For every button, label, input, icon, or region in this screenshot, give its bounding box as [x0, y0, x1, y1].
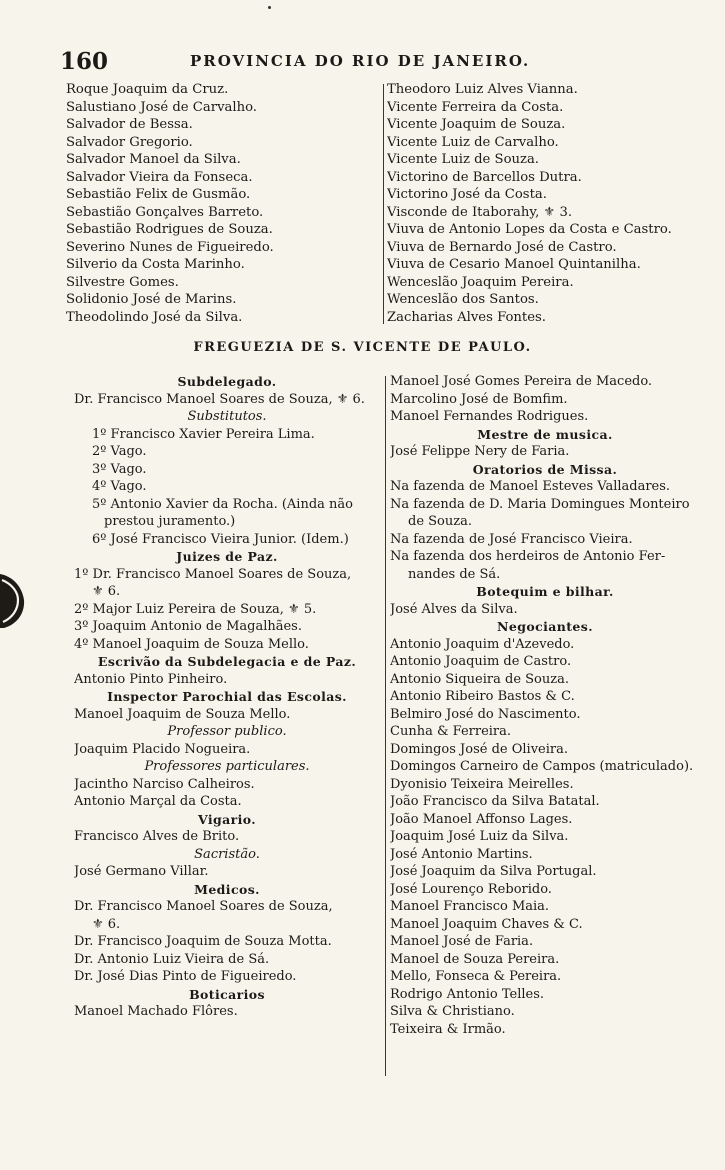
list-entry: Manoel Francisco Maia. — [390, 899, 550, 914]
parish-title: FREGUEZIA DE S. VICENTE DE PAULO. — [193, 340, 532, 355]
name-entry: Zacharias Alves Fontes. — [387, 309, 546, 325]
subheading: Professor publico. — [167, 724, 287, 739]
name-entry: Sebastião Gonçalves Barreto. — [66, 204, 264, 220]
list-entry: Antonio Pinto Pinheiro. — [74, 671, 228, 687]
list-entry: Teixeira & Irmão. — [390, 1021, 506, 1037]
page-number: 160 — [60, 48, 109, 75]
name-entry: Wenceslão dos Santos. — [387, 292, 539, 307]
list-entry: Antonio Joaquim de Castro. — [390, 654, 572, 669]
list-entry: Rodrigo Antonio Telles. — [390, 986, 545, 1002]
list-entry: 1º Dr. Francisco Manoel Soares de Souza, — [74, 566, 352, 582]
section-heading: Vigario. — [197, 811, 257, 827]
name-entry: Solidonio José de Marins. — [66, 292, 237, 307]
list-entry: José Felippe Nery de Faria. — [390, 444, 570, 459]
list-entry: José Germano Villar. — [74, 864, 209, 879]
list-entry: 3º Vago. — [92, 461, 147, 477]
list-entry: João Manoel Affonso Lages. — [390, 811, 573, 827]
list-entry: Na fazenda dos herdeiros de Antonio Fer- — [390, 549, 666, 564]
list-entry: Manoel Fernandes Rodrigues. — [390, 409, 589, 424]
section-heading: Oratorios de Missa. — [472, 461, 618, 477]
list-entry: Dr. José Dias Pinto de Figueiredo. — [74, 969, 297, 984]
list-entry: Manoel Machado Flôres. — [74, 1004, 238, 1019]
list-entry: Dyonisio Teixeira Meirelles. — [390, 776, 574, 792]
list-entry: Joaquim Placido Nogueira. — [74, 741, 251, 757]
name-entry: Salvador Manoel da Silva. — [66, 152, 241, 167]
list-entry: 2º Vago. — [92, 444, 147, 459]
name-entry: Sebastião Felix de Gusmão. — [66, 187, 251, 202]
list-entry: 1º Francisco Xavier Pereira Lima. — [92, 426, 315, 442]
list-entry: Marcolino José de Bomfim. — [390, 391, 568, 407]
list-entry: Joaquim José Luiz da Silva. — [390, 829, 569, 844]
list-entry: Na fazenda de D. Maria Domingues Monteiro — [390, 496, 690, 512]
list-entry: Na fazenda de Manoel Esteves Valladares. — [390, 479, 671, 494]
name-entry: Salvador Gregorio. — [66, 134, 193, 150]
list-entry: Dr. Francisco Joaquim de Souza Motta. — [74, 934, 332, 949]
name-entry: Victorino José da Costa. — [387, 187, 547, 202]
list-entry: Cunha & Ferreira. — [390, 724, 512, 739]
top-right-name-list — [387, 81, 707, 326]
list-entry: Na fazenda de José Francisco Vieira. — [390, 531, 633, 547]
page-header — [60, 48, 680, 78]
name-entry: Viuva de Bernardo José de Castro. — [387, 239, 617, 255]
name-entry: Vicente Luiz de Carvalho. — [387, 134, 559, 150]
list-entry: Silva & Christiano. — [390, 1004, 515, 1019]
list-entry: prestou juramento.) — [104, 514, 236, 529]
section-heading: Negociantes. — [497, 619, 593, 634]
page-title: PROVINCIA DO RIO DE JANEIRO. — [190, 52, 531, 70]
list-entry: Domingos José de Oliveira. — [390, 741, 569, 757]
list-entry: Manoel Joaquim Chaves & C. — [390, 916, 583, 932]
list-entry: Dr. Francisco Manoel Soares de Souza, — [74, 899, 333, 914]
list-entry: João Francisco da Silva Batatal. — [390, 794, 600, 809]
section-heading: Boticarios — [189, 986, 265, 1002]
parish-right-column — [390, 373, 700, 1038]
name-entry: Victorino de Barcellos Dutra. — [387, 169, 582, 185]
list-entry: 5º Antonio Xavier da Rocha. (Ainda não — [92, 496, 353, 512]
list-entry: Manoel de Souza Pereira. — [390, 951, 560, 967]
subheading: Professores particulares. — [144, 759, 310, 774]
name-entry: Viuva de Antonio Lopes da Costa e Castro. — [387, 222, 672, 237]
subheading: Substitutos. — [187, 409, 267, 424]
list-entry: Antonio Joaquim d'Azevedo. — [390, 636, 575, 652]
list-entry: nandes de Sá. — [408, 566, 501, 582]
list-entry: Belmiro José do Nascimento. — [390, 706, 581, 722]
parish-left-column — [74, 373, 380, 1021]
name-entry: Vicente Ferreira da Costa. — [387, 99, 564, 115]
name-entry: Severino Nunes de Figueiredo. — [66, 239, 274, 255]
name-entry: Silvestre Gomes. — [66, 274, 179, 290]
list-entry: 3º Joaquim Antonio de Magalhães. — [74, 619, 302, 634]
name-entry: Theodolindo José da Silva. — [66, 309, 243, 325]
top-left-name-list — [66, 81, 376, 326]
name-entry: Silverio da Costa Marinho. — [66, 257, 245, 272]
list-entry: 4º Manoel Joaquim de Souza Mello. — [74, 636, 309, 652]
list-entry: Antonio Marçal da Costa. — [74, 794, 242, 809]
name-entry: Theodoro Luiz Alves Vianna. — [387, 82, 578, 97]
section-heading: Mestre de musica. — [477, 426, 613, 442]
list-entry: Mello, Fonseca & Pereira. — [390, 969, 562, 984]
list-entry: José Alves da Silva. — [390, 601, 518, 617]
name-entry: Visconde de Itaborahy, ⚜ 3. — [387, 204, 573, 220]
list-entry: José Joaquim da Silva Portugal. — [390, 864, 597, 879]
name-entry: Salustiano José de Carvalho. — [66, 99, 257, 115]
ink-blot — [0, 572, 26, 630]
list-entry: Antonio Siqueira de Souza. — [390, 671, 569, 687]
list-entry: Francisco Alves de Brito. — [74, 829, 240, 844]
list-entry: Dr. Antonio Luiz Vieira de Sá. — [74, 951, 270, 967]
name-entry: Salvador de Bessa. — [66, 117, 193, 132]
subheading: Sacristão. — [194, 846, 260, 862]
list-entry: Dr. Francisco Manoel Soares de Souza, ⚜ 6. — [74, 391, 365, 407]
list-entry: José Lourenço Reborido. — [390, 881, 552, 897]
list-entry: 2º Major Luiz Pereira de Souza, ⚜ 5. — [74, 601, 317, 617]
list-entry: Manoel Joaquim de Souza Mello. — [74, 706, 291, 722]
list-entry: Domingos Carneiro de Campos (matriculado). — [390, 759, 694, 774]
list-entry: José Antonio Martins. — [390, 846, 533, 862]
list-entry: Manoel José Gomes Pereira de Macedo. — [390, 374, 653, 389]
name-entry: Wenceslão Joaquim Pereira. — [387, 274, 574, 290]
list-entry: ⚜ 6. — [92, 584, 121, 599]
section-heading: Medicos. — [194, 881, 260, 897]
section-heading: Juizes de Paz. — [176, 549, 278, 564]
list-entry: ⚜ 6. — [92, 916, 121, 932]
section-heading: Subdelegado. — [177, 374, 277, 389]
list-entry: 4º Vago. — [92, 479, 147, 494]
name-entry: Salvador Vieira da Fonseca. — [66, 169, 253, 185]
name-entry: Sebastião Rodrigues de Souza. — [66, 222, 273, 237]
list-entry: de Souza. — [408, 514, 472, 529]
section-heading: Escrivão da Subdelegacia e de Paz. — [97, 654, 357, 669]
name-entry: Vicente Luiz de Souza. — [387, 152, 540, 167]
list-entry: Antonio Ribeiro Bastos & C. — [390, 689, 575, 704]
parish-column-divider — [385, 376, 386, 1076]
list-entry: Manoel José de Faria. — [390, 934, 534, 949]
ink-dot — [268, 6, 271, 9]
top-column-divider — [383, 84, 384, 324]
section-heading: Inspector Parochial das Escolas. — [107, 689, 347, 704]
name-entry: Viuva de Cesario Manoel Quintanilha. — [387, 257, 641, 272]
name-entry: Vicente Joaquim de Souza. — [387, 117, 566, 132]
section-heading: Botequim e bilhar. — [476, 584, 614, 599]
name-entry: Roque Joaquim da Cruz. — [66, 82, 229, 97]
list-entry: 6º José Francisco Vieira Junior. (Idem.) — [92, 531, 349, 547]
list-entry: Jacintho Narciso Calheiros. — [74, 776, 255, 792]
